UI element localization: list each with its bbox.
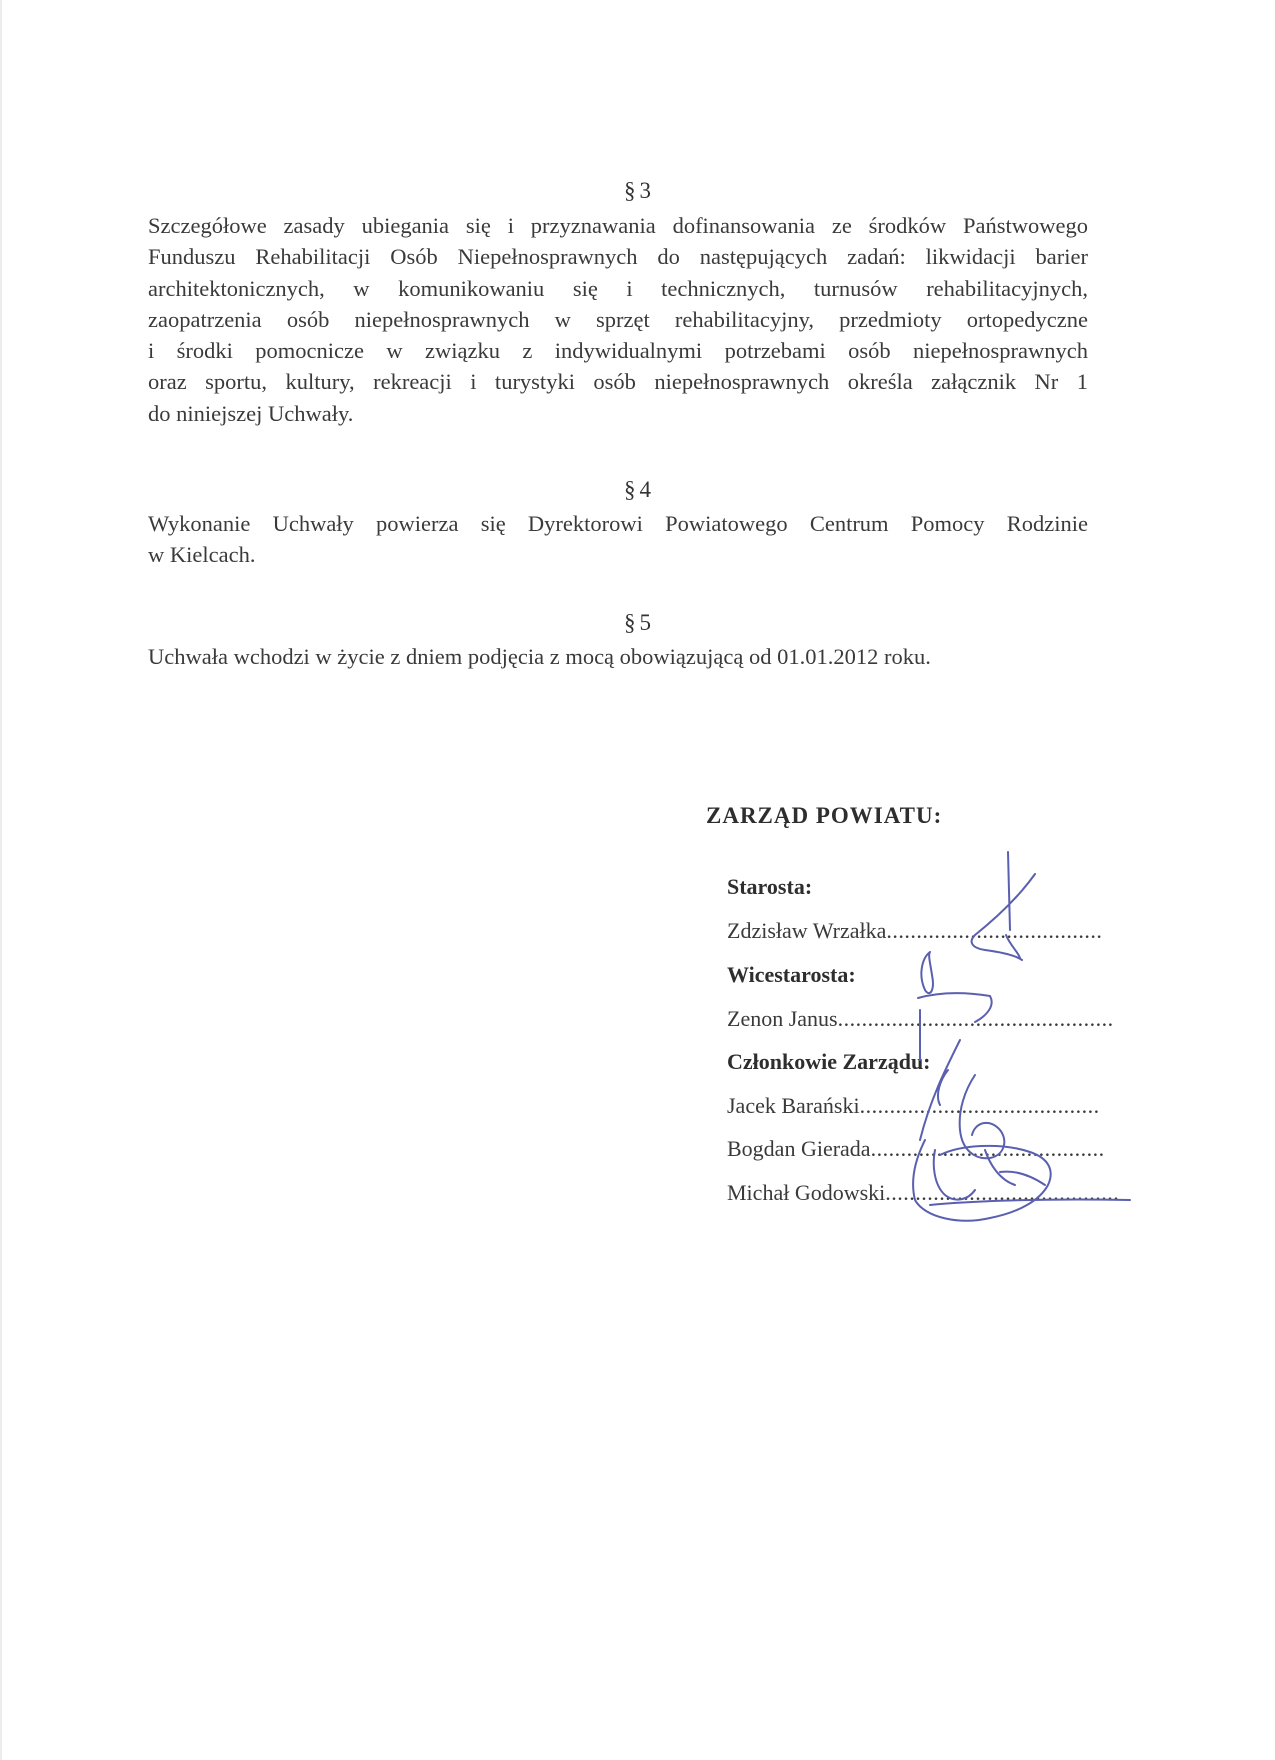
paragraph-line: zaopatrzenia osób niepełnosprawnych w sprzęt rehabilitacyjny, przedmioty ortopedyczne xyxy=(148,306,1088,332)
members-label: Członkowie Zarządu: xyxy=(727,1049,931,1074)
signature-dots: .............................................. xyxy=(837,1006,1114,1031)
paragraph-line: oraz sportu, kultury, rekreacji i turystyki osób niepełnosprawnych określa załącznik Nr 1 xyxy=(148,369,1088,395)
member-name: Bogdan Gierada xyxy=(727,1136,871,1161)
paragraph-line: Uchwała wchodzi w życie z dniem podjęcia z mocą obowiązującą od 01.01.2012 roku. xyxy=(148,644,931,669)
signature-dots: ....................................... xyxy=(885,1180,1120,1205)
signature-dots: ....................................... xyxy=(870,1136,1105,1161)
member-2-signature-line xyxy=(727,1136,1105,1162)
signature-dots: ........................................ xyxy=(859,1093,1100,1118)
member-3-signature-line xyxy=(727,1180,1119,1206)
section-4-heading xyxy=(0,477,1275,503)
member-name: Zenon Janus xyxy=(727,1006,838,1031)
section-3-body xyxy=(148,210,1088,429)
section-4-body xyxy=(148,508,1088,571)
section-number: 4 xyxy=(639,477,651,502)
wicestarosta-label: Wicestarosta: xyxy=(727,962,856,987)
section-mark: § xyxy=(624,610,636,635)
section-mark: § xyxy=(624,178,636,203)
paragraph-line: Funduszu Rehabilitacji Osób Niepełnosprawnych do następujących zadań: likwidacji barier xyxy=(148,244,1088,270)
member-name: Michał Godowski xyxy=(727,1180,886,1205)
section-number: 3 xyxy=(639,178,651,203)
member-name: Zdzisław Wrzałka xyxy=(727,918,887,943)
member-1-signature-line xyxy=(727,1093,1100,1119)
wicestarosta-signature-line xyxy=(727,1006,1114,1032)
starosta-label: Starosta: xyxy=(727,874,813,899)
board-title: ZARZĄD POWIATU: xyxy=(706,803,943,828)
section-5-body xyxy=(148,641,1088,672)
section-5-heading xyxy=(0,610,1275,636)
paragraph-line: i środki pomocnicze w związku z indywidualnymi potrzebami osób niepełnosprawnych xyxy=(148,338,1088,364)
paragraph-line: w Kielcach. xyxy=(148,542,256,568)
paragraph-line: Wykonanie Uchwały powierza się Dyrektorowi Powiatowego Centrum Pomocy Rodzinie xyxy=(148,511,1088,536)
section-number: 5 xyxy=(639,610,651,635)
signature-dots: .................................... xyxy=(886,918,1103,943)
paragraph-line: Szczegółowe zasady ubiegania się i przyznawania dofinansowania ze środków Państwowego xyxy=(148,213,1088,238)
scan-edge xyxy=(0,0,2,1760)
paragraph-line: architektonicznych, w komunikowaniu się i technicznych, turnusów rehabilitacyjnych, xyxy=(148,275,1088,301)
starosta-signature-line xyxy=(727,918,1102,944)
paragraph-line: do niniejszej Uchwały. xyxy=(148,400,354,426)
member-name: Jacek Barański xyxy=(727,1093,860,1118)
section-3-heading xyxy=(0,178,1275,204)
section-mark: § xyxy=(624,477,636,502)
